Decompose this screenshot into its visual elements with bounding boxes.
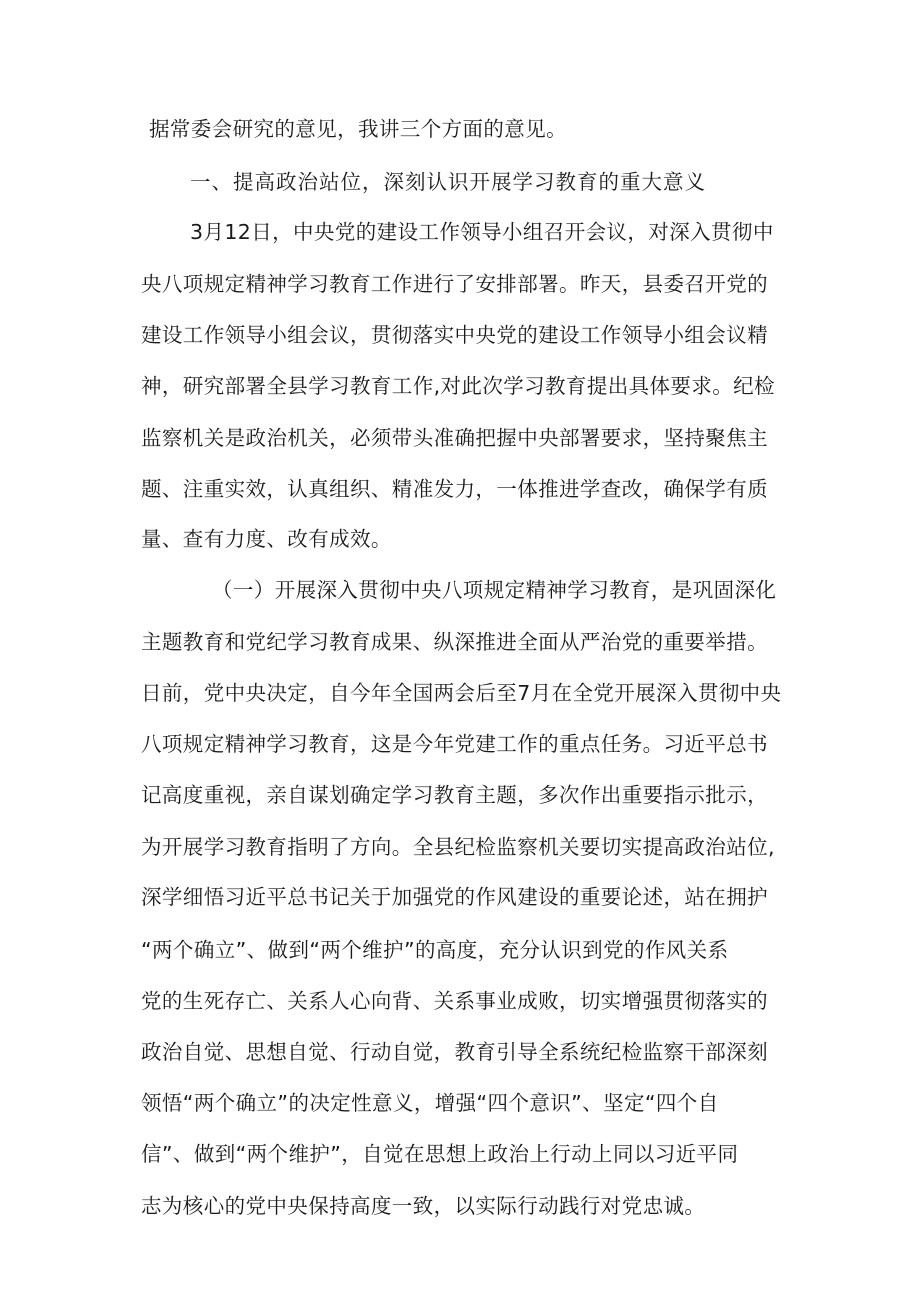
paragraph-line: 央八项规定精神学习教育工作进行了安排部署。昨天，县委召开党的	[141, 272, 768, 296]
paragraph-line: 记高度重视，亲自谋划确定学习教育主题，多次作出重要指示批示，	[141, 783, 768, 807]
paragraph-line: 领悟“两个确立”的决定性意义，增强“四个意识”、坚定“四个自	[141, 1091, 719, 1115]
subsection-line: （一）开展深入贯彻中央八项规定精神学习教育，是巩固深化	[212, 578, 777, 602]
paragraph-line: 题、注重实效，认真组织、精准发力，一体推进学查改，确保学有质	[141, 477, 768, 501]
section-heading: 一、提高政治站位，深刻认识开展学习教育的重大意义	[190, 170, 706, 194]
paragraph-line: 主题教育和党纪学习教育成果、纵深推进全面从严治党的重要举措。	[141, 630, 768, 654]
text-line: 据常委会研究的意见，我讲三个方面的意见。	[149, 117, 567, 141]
paragraph-line: 为开展学习教育指明了方向。全县纪检监察机关要切实提高政治站位,	[141, 835, 775, 859]
paragraph-line: 政治自觉、思想自觉、行动自觉，教育引导全系统纪检监察干部深刻	[141, 1040, 768, 1064]
paragraph-line: 八项规定精神学习教育，这是今年党建工作的重点任务。习近平总书	[141, 732, 768, 756]
paragraph-line: 党的生死存亡、关系人心向背、关系事业成败，切实增强贯彻落实的	[141, 989, 768, 1013]
paragraph-line: 建设工作领导小组会议，贯彻落实中央党的建设工作领导小组会议精	[141, 323, 768, 347]
paragraph-line: “两个确立”、做到“两个维护”的高度，充分认识到党的作风关系	[141, 938, 729, 962]
paragraph-line: 深学细悟习近平总书记关于加强党的作风建设的重要论述，站在拥护	[141, 885, 768, 909]
paragraph-line: 3月12日，中央党的建设工作领导小组召开会议，对深入贯彻中	[190, 220, 774, 244]
paragraph-line: 志为核心的党中央保持高度一致，以实际行动践行对党忠诚。	[141, 1194, 706, 1218]
paragraph-line: 量、查有力度、改有成效。	[141, 527, 392, 551]
paragraph-line: 监察机关是政治机关，必须带头准确把握中央部署要求，坚持聚焦主	[141, 426, 768, 450]
paragraph-line: 日前，党中央决定，自今年全国两会后至7月在全党开展深入贯彻中央	[141, 681, 782, 705]
paragraph-line: 神，研究部署全县学习教育工作,对此次学习教育提出具体要求。纪检	[141, 374, 775, 398]
paragraph-line: 信”、做到“两个维护”，自觉在思想上政治上行动上同以习近平同	[141, 1142, 739, 1166]
